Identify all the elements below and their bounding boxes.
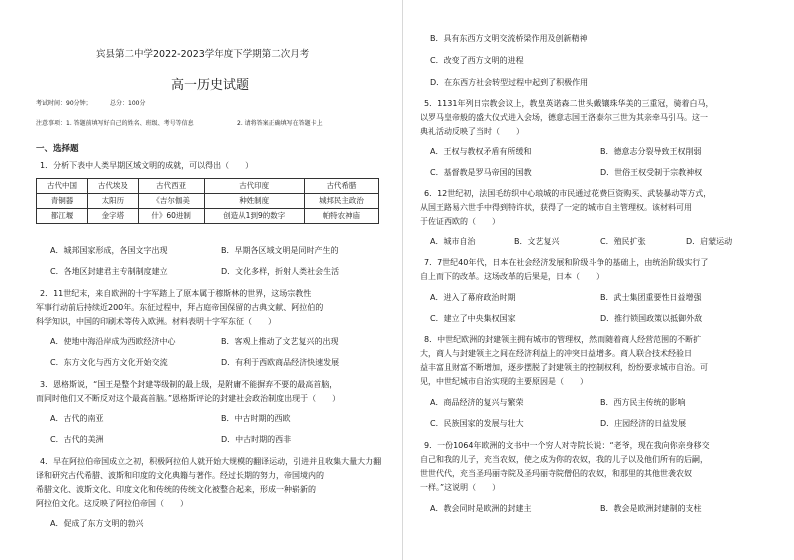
q1-option-d: D．文化多样，折射人类社会生活 [221,267,340,276]
subject-title: 高一历史试题 [171,78,250,93]
q8-option-d: D．庄园经济的日益发展 [600,419,687,428]
q5-option-b: B．德意志分裂导致王权削弱 [600,147,702,156]
q2-line-3: 科学知识，中国的印刷术等传入欧洲。材料表明十字军东征（ ） [36,317,276,326]
q6-line-2: 从国王路易六世手中得到特许状，获得了一定的城市自主管理权。该材料可用 [420,203,692,212]
table-cell: 帕特农神庙 [304,209,378,224]
exam-score: 总分：100分 [110,100,146,107]
page-divider [402,0,403,560]
q1-option-a: A．城邦国家形成，各国文字出现 [50,246,168,255]
q7-option-a: A．进入了幕府政治时期 [430,293,516,302]
q4-option-d: D．在东西方社会转型过程中起到了积极作用 [430,78,589,87]
note-1: 注意事项：1. 答题前填写好自己的姓名、班级、考号等信息 [36,120,194,127]
q4-line-2: 译和研究古代希腊、波斯和印度的文化典籍与著作。经过长期的努力，帝国境内的 [36,471,324,480]
table-cell: 青铜器 [37,194,88,209]
table-header-cell: 古代中国 [37,179,88,194]
table-cell: 金字塔 [87,209,138,224]
q7-option-c: C．建立了中央集权国家 [430,314,516,323]
q5-line-3: 典礼活动反映了当时（ ） [420,127,524,136]
exam-time: 考试时间：90分钟； [36,100,92,107]
q5-line-2: 以罗马皇帝般的盛大仪式进入会场，德意志国王洛泰尔三世为其亲牵马引马。这一 [420,113,708,122]
table-row [37,194,379,209]
table-row [37,179,379,194]
q9-line-1: 9．一份1064年欧洲的文书中一个穷人对寺院长说：“老爷，现在我向你亲身移交 [424,441,710,450]
note-2: 2. 请将答案正确填写在答题卡上 [237,120,323,127]
q1-table [36,178,379,224]
q9-option-b: B．教会是欧洲封建制的支柱 [600,504,702,513]
q4-option-a: A．促成了东方文明的勃兴 [50,519,144,528]
q8-option-c: C．民族国家的发展与壮大 [430,419,524,428]
q8-option-b: B．西方民主传统的影响 [600,398,686,407]
q2-line-2: 军事行动前后持续近200年。东征过程中，拜占庭帝国保留的古典文献、阿拉伯的 [36,303,324,312]
table-cell: 种姓制度 [204,194,304,209]
table-header-cell: 古代埃及 [87,179,138,194]
q9-line-3: 世世代代，充当圣玛丽寺院及圣玛丽寺院僧侣的农奴，和那里的其他世袭农奴 [420,469,692,478]
q5-option-c: C．基督教是罗马帝国的国教 [430,168,532,177]
q8-line-3: 益丰富且财富不断增加，逐步摆脱了封建领主的控制权利，纷纷要求城市自治。可 [420,363,708,372]
table-cell: 都江堰 [37,209,88,224]
q7-line-2: 自上而下的改革。这场改革的后果是，日本（ ） [420,272,604,281]
q2-option-b: B．客观上推动了文艺复兴的出现 [221,337,339,346]
table-header-cell: 古代希腊 [304,179,378,194]
q9-option-a: A．教会同时是欧洲的封建主 [430,504,532,513]
table-row [37,209,379,224]
table-cell: 《吉尔伽美 [138,194,204,209]
table-cell: 什》60进制 [138,209,204,224]
q6-line-1: 6．12世纪初，法国毛纺织中心琅城的市民通过花费巨资购买、武装暴动等方式， [424,189,712,198]
q6-option-d: D．启蒙运动 [686,237,733,246]
q9-line-4: 一样。”这说明（ ） [420,483,501,492]
q6-option-c: C．殖民扩张 [600,237,646,246]
section-heading: 一、选择题 [36,144,79,154]
q4-line-4: 阿拉伯文化。这反映了阿拉伯帝国（ ） [36,499,188,508]
q5-option-a: A．王权与教权矛盾有所缓和 [430,147,532,156]
q2-option-c: C．东方文化与西方文化开始交流 [50,358,168,367]
q2-option-a: A．使地中海沿岸成为西欧经济中心 [50,337,176,346]
q8-line-2: 大，商人与封建领主之间在经济利益上的冲突日益增多。商人联合技术经验日 [420,349,692,358]
q8-line-4: 见，中世纪城市自治实现的主要原因是（ ） [420,377,588,386]
q1-option-b: B．早期各区域文明是同时产生的 [221,246,339,255]
q4-option-b: B．具有东西方文明交流桥梁作用及创新精神 [430,34,588,43]
q6-line-3: 于佐证西欧的（ ） [420,217,500,226]
q5-line-1: 5．1131年列日宗教会议上，教皇英诺森二世头戴镶珠华美的三重冠，骑着白马， [424,99,714,108]
q7-line-1: 7．7世纪40年代，日本在社会经济发展和阶级斗争的基础上，由统治阶级实行了 [424,258,709,267]
q6-option-a: A．城市自治 [430,237,476,246]
q1-option-c: C．各地区封建君主专制制度建立 [50,267,168,276]
q4-line-1: 4．早在阿拉伯帝国成立之初，积极阿拉伯人就开始大规模的翻译运动，引进并且收集大量大力翻 [40,457,382,466]
q2-line-1: 2．11世纪末，来自欧洲的十字军踏上了原本属于穆斯林的世界，这场宗教性 [40,289,312,298]
table-cell: 创造从1到9的数字 [204,209,304,224]
table-cell: 太阳历 [87,194,138,209]
q4-option-c: C．改变了西方文明的进程 [430,56,524,65]
table-cell: 城邦民主政治 [304,194,378,209]
q3-option-a: A．古代的南亚 [50,414,104,423]
q3-option-c: C．古代的美洲 [50,435,104,444]
exam-title: 宾县第二中学2022-2023学年度下学期第二次月考 [96,49,310,60]
q3-option-b: B．中古时期的西欧 [221,414,291,423]
q2-option-d: D．有利于西欧商品经济快速发展 [221,358,340,367]
q1-stem: 1．分析下表中人类早期区域文明的成就，可以得出（ ） [40,161,254,170]
q3-option-d: D．中古时期的西非 [221,435,292,444]
q7-option-b: B．武士集团重要性日益增强 [600,293,702,302]
q8-line-1: 8．中世纪欧洲的封建领主拥有城市的管理权，然而随着商人经营范围的不断扩 [424,335,702,344]
q7-option-d: D．推行锁国政策以抵御外敌 [600,314,703,323]
q5-option-d: D．世俗王权受制于宗教神权 [600,168,703,177]
q8-option-a: A．商品经济的复兴与繁荣 [430,398,524,407]
table-header-cell: 古代西亚 [138,179,204,194]
table-header-cell: 古代印度 [204,179,304,194]
q4-line-3: 希腊文化、波斯文化、印度文化和传统的传统文化被整合起来，形成一种崭新的 [36,485,316,494]
q6-option-b: B．文艺复兴 [514,237,560,246]
q3-line-1: 3．恩格斯说，“国王是整个封建等级制的最上级，是附庸不能摒弃不要的最高首脑， [40,380,338,389]
q3-line-2: 而同时他们又不断反对这个最高首脑。”恩格斯评论的封建社会政治制度出现于（ ） [36,394,341,403]
q9-line-2: 自己和我的儿子，充当农奴，使之成为你的农奴，我的儿子以及他们所有的后嗣， [420,455,708,464]
